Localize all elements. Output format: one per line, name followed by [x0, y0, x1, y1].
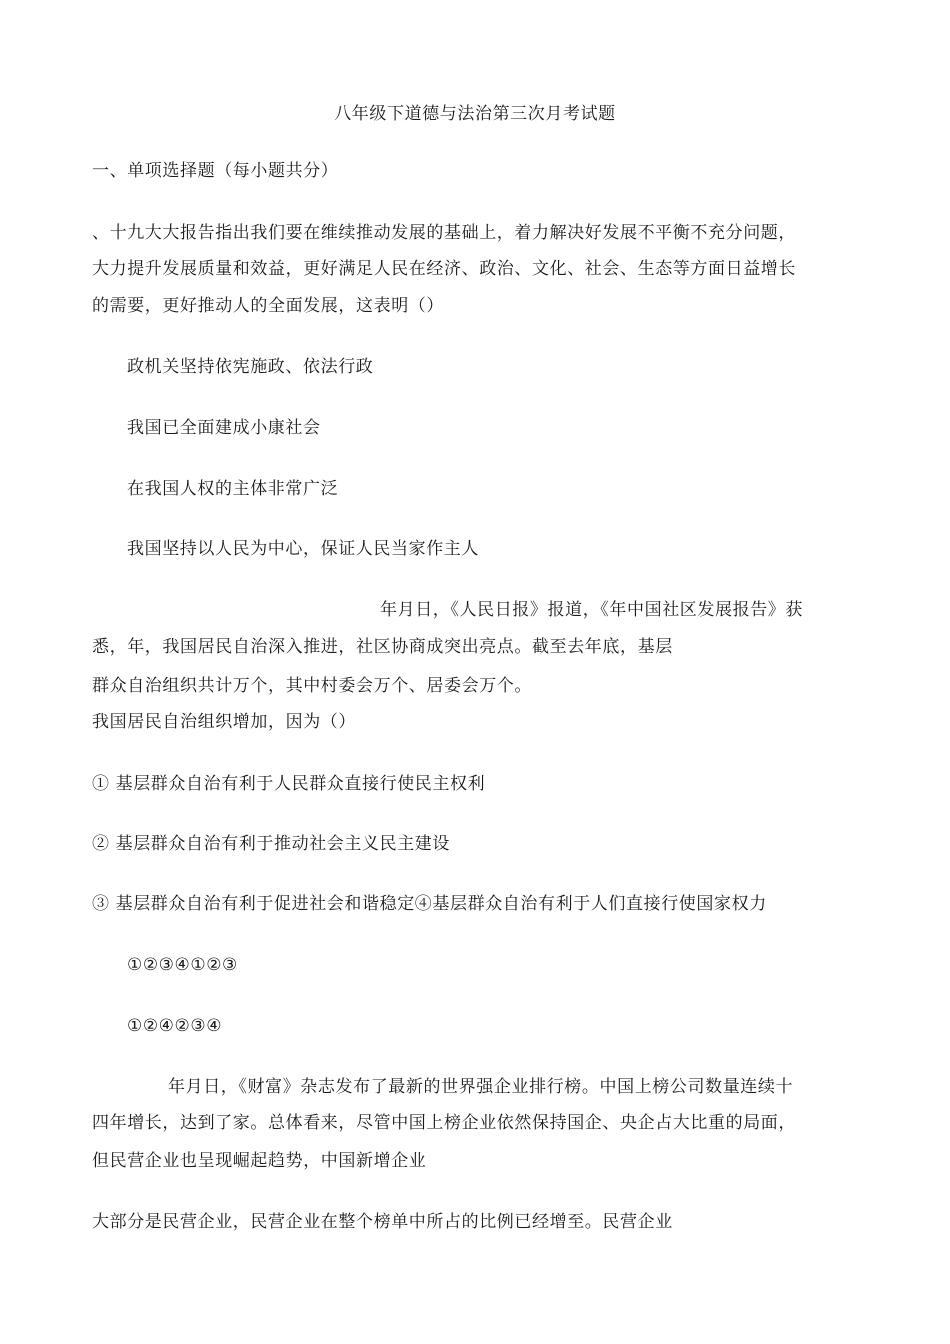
q2-statement: ① 基层群众自治有利于人民群众直接行使民主权利	[92, 774, 486, 794]
q1-option: 我国坚持以人民为中心，保证人民当家作主人	[127, 539, 479, 559]
q1-option: 在我国人权的主体非常广泛	[127, 479, 339, 499]
q2-text-line: 我国居民自治组织增加，因为（）	[92, 712, 356, 732]
q2-statement: ③ 基层群众自治有利于促进社会和谐稳定④基层群众自治有利于人们直接行使国家权力	[92, 894, 767, 914]
q3-text-line: 但民营企业也呈现崛起趋势，中国新增企业	[92, 1151, 427, 1171]
q1-option: 我国已全面建成小康社会	[127, 418, 321, 438]
q2-statement: ② 基层群众自治有利于推动社会主义民主建设	[92, 834, 451, 854]
q3-text-line: 年月日，《财富》杂志发布了最新的世界强企业排行榜。中国上榜公司数量连续十	[168, 1077, 794, 1097]
q3-text-line: 四年增长，达到了家。总体看来，尽管中国上榜企业依然保持国企、央企占大比重的局面，	[92, 1113, 796, 1133]
q2-option: ①②④②③④	[127, 1016, 223, 1036]
q1-text-line: 的需要，更好推动人的全面发展，这表明（）	[92, 296, 444, 316]
q2-text-line: 年月日，《人民日报》报道，《年中国社区发展报告》获	[380, 600, 803, 620]
q2-option: ①②③④①②③	[127, 955, 238, 975]
section-heading: 一、单项选择题（每小题共分）	[92, 161, 339, 181]
q1-option: 政机关坚持依宪施政、依法行政	[127, 357, 374, 377]
q3-text-line: 大部分是民营企业，民营企业在整个榜单中所占的比例已经增至。民营企业	[92, 1212, 673, 1232]
q1-text-line: 、十九大大报告指出我们要在维续推动发展的基础上，着力解决好发展不平衡不充分问题，	[92, 223, 796, 243]
q2-text-line: 悉，年，我国居民自治深入推进，社区协商成突出亮点。截至去年底，基层	[92, 637, 673, 657]
page-title: 八年级下道德与法治第三次月考试题	[334, 104, 616, 124]
q2-text-line: 群众自治组织共计万个，其中村委会万个、居委会万个。	[92, 676, 532, 696]
q1-text-line: 大力提升发展质量和效益，更好满足人民在经济、政治、文化、社会、生态等方面日益增长	[92, 259, 796, 279]
